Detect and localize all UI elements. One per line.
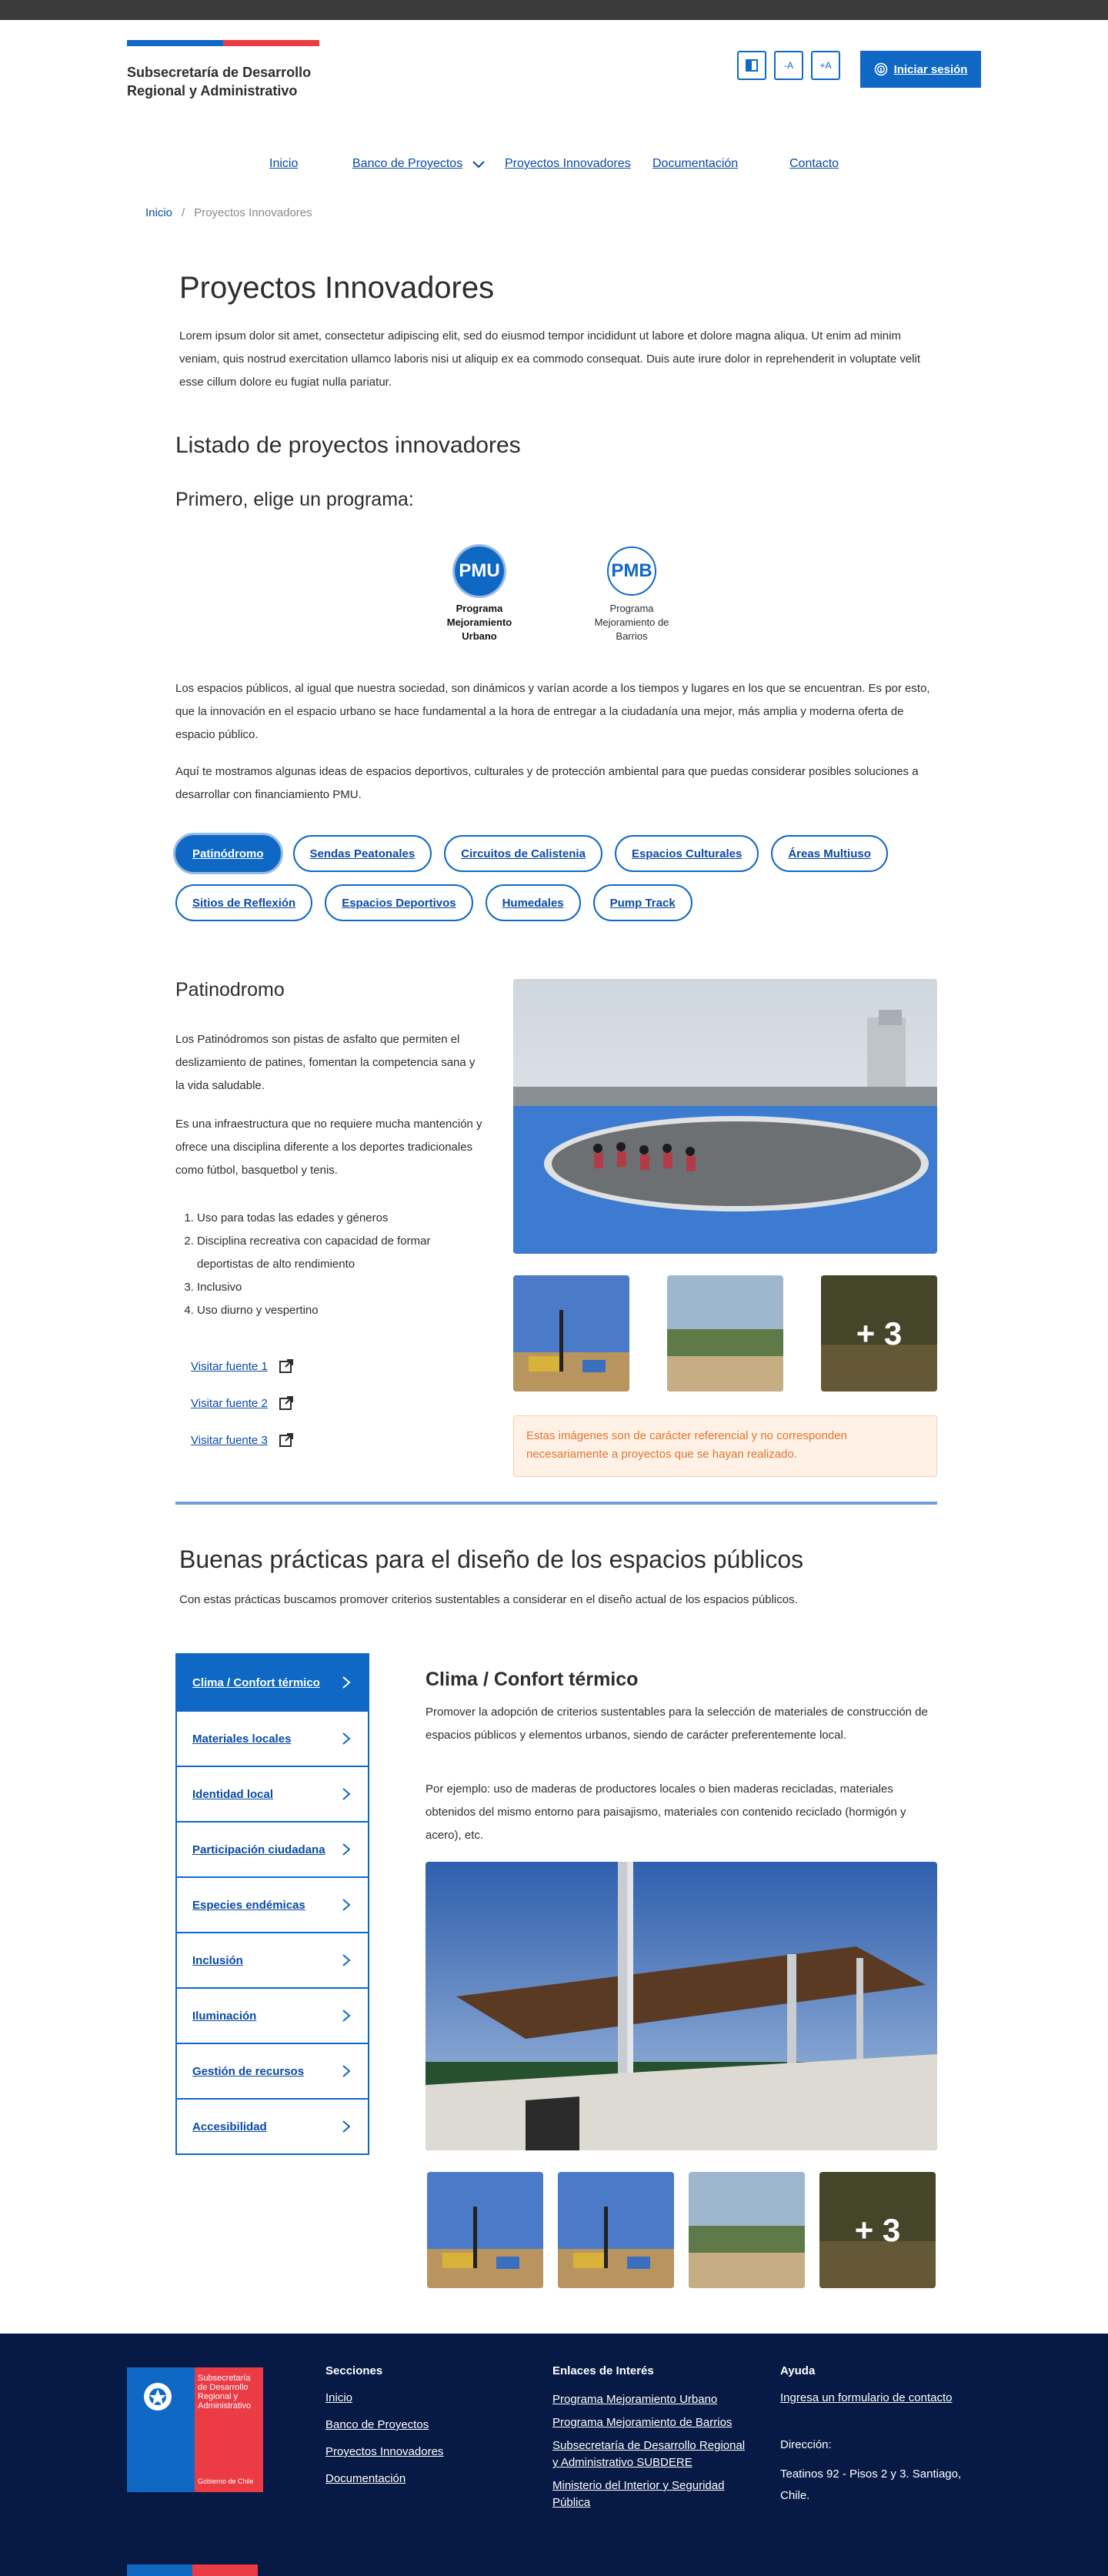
coat-of-arms-icon xyxy=(127,2367,195,2421)
contrast-toggle-button[interactable] xyxy=(737,51,766,80)
filter-espacios-deportivos[interactable]: Espacios Deportivos xyxy=(325,884,472,921)
top-bar xyxy=(0,0,1108,20)
footer-address-label: Dirección: xyxy=(780,2438,832,2451)
more-photos-count: + 3 xyxy=(821,1275,937,1392)
footer-link-innovadores[interactable]: Proyectos Innovadores xyxy=(325,2445,444,2458)
footer-logo-blue xyxy=(127,2367,195,2492)
program-pmb-badge: PMB xyxy=(607,546,656,596)
practice-inclusion[interactable] xyxy=(177,1932,368,1987)
practice-detail-paragraph-2: Por ejemplo: uso de maderas de productores locales o bien maderas recicladas, materiales obtenidos del mismo entorno para paisajismo, materiales con contenido reciclado (hormigón y acero), etc. xyxy=(426,1782,906,1842)
header xyxy=(0,20,1108,135)
practice-thumb-2[interactable] xyxy=(558,2172,674,2288)
practice-iluminacion[interactable] xyxy=(177,1987,368,2043)
chevron-right-icon xyxy=(342,2120,351,2133)
listing-paragraph-1: Los espacios públicos, al igual que nuestra sociedad, son dinámicos y varían acorde a los tiempos y lugares en los que se encuentran. Es por esto, que la innovación en el espacio urbano se hace fundamental a la hora de entregar a la ciudadanía una mejor, más amplia y moderna oferta de espacio público. xyxy=(175,682,930,741)
practice-label: Gestión de recursos xyxy=(192,2064,305,2078)
footer xyxy=(0,2334,1108,2576)
nav-inicio[interactable]: Inicio xyxy=(269,157,299,170)
external-link-icon xyxy=(279,1395,294,1411)
footer-link-pmb[interactable]: Programa Mejoramiento de Barrios xyxy=(552,2416,733,2429)
program-pmu-badge: PMU xyxy=(455,546,504,596)
nav-contacto[interactable]: Contacto xyxy=(789,157,839,170)
chevron-down-icon[interactable] xyxy=(471,157,486,172)
filter-pump-track[interactable]: Pump Track xyxy=(593,884,692,921)
practice-label: Participación ciudadana xyxy=(192,1843,325,1856)
footer-logo-text: Subsecretaría de Desarrollo Regional y Administrativo xyxy=(198,2374,252,2411)
practice-detail-paragraph-1: Promover la adopción de criterios sustentables para la selección de materiales de construcción de espacios públicos y elementos urbanos, siendo de carácter preferentemente local. xyxy=(426,1706,928,1742)
program-pmu-label: Programa Mejoramiento Urbano xyxy=(446,603,512,642)
accessibility-controls xyxy=(737,51,840,80)
footer-link-pmu[interactable]: Programa Mejoramiento Urbano xyxy=(552,2393,718,2406)
nav-proyectos-innovadores[interactable]: Proyectos Innovadores xyxy=(505,157,631,170)
list-item: 4. Uso diurno y vespertino xyxy=(197,1299,485,1322)
nav-banco-de-proyectos[interactable]: Banco de Proyectos xyxy=(352,157,463,170)
practices-menu xyxy=(175,1653,369,2155)
detail-paragraph-2: Es una infraestructura que no requiere mucha mantención y ofrece una disciplina diferente a los deportes tradicionales como fútbol, basquetbol y tenis. xyxy=(175,1118,482,1177)
list-item: 2. Disciplina recreativa con capacidad de formar deportistas de alto rendimiento xyxy=(197,1230,485,1276)
filter-pills xyxy=(175,835,945,921)
footer-link-subdere[interactable]: Subsecretaría de Desarrollo Regional y Administrativo SUBDERE xyxy=(552,2439,746,2469)
footer-logo-gov: Gobierno de Chile xyxy=(198,2477,254,2485)
filter-sendas-peatonales[interactable]: Sendas Peatonales xyxy=(293,835,432,872)
page-intro: Lorem ipsum dolor sit amet, consectetur adipiscing elit, sed do eiusmod tempor incididunt ut labore et dolore magna aliqua. Ut enim ad minim veniam, quis nostrud exercitation ullamco laboris nisi ut aliquip ex ea commodo consequat. Duis aute irure dolor in reprehenderit in voluptate velit esse cillum dolore eu fugiat nulla pariatur. xyxy=(179,329,921,389)
program-pmu[interactable] xyxy=(437,546,522,643)
filter-areas-multiuso[interactable]: Áreas Multiuso xyxy=(771,835,888,872)
footer-sections xyxy=(325,2364,443,2499)
filter-patinodromo[interactable]: Patinódromo xyxy=(175,835,281,872)
practice-label: Inclusión xyxy=(192,1953,243,1967)
practice-materiales-locales[interactable] xyxy=(177,1710,368,1766)
practice-label: Accesibilidad xyxy=(192,2120,267,2133)
practice-gestion-recursos[interactable] xyxy=(177,2043,368,2098)
practice-participacion-ciudadana[interactable] xyxy=(177,1821,368,1876)
footer-logo-red xyxy=(195,2367,263,2492)
practice-label: Clima / Confort térmico xyxy=(192,1676,320,1689)
page-title: Proyectos Innovadores xyxy=(179,271,495,305)
source-link-label: Visitar fuente 3 xyxy=(191,1433,268,1447)
chevron-right-icon xyxy=(342,1843,351,1856)
nav-documentacion[interactable]: Documentación xyxy=(652,157,739,170)
source-link-3[interactable] xyxy=(191,1432,294,1448)
font-decrease-button[interactable]: -A xyxy=(774,51,803,80)
program-step-title: Primero, elige un programa: xyxy=(175,489,414,510)
detail-feature-list xyxy=(192,1207,485,1322)
source-link-2[interactable] xyxy=(191,1395,294,1411)
brand-name[interactable]: Subsecretaría de Desarrollo Regional y Administrativo xyxy=(127,65,312,99)
practice-label: Especies endémicas xyxy=(192,1898,305,1912)
contrast-icon xyxy=(746,59,758,72)
section-divider xyxy=(175,1502,937,1505)
detail-title: Patinodromo xyxy=(175,979,285,1001)
program-pmb[interactable] xyxy=(589,546,674,643)
more-photos-count: + 3 xyxy=(819,2172,936,2288)
footer-sections-title: Secciones xyxy=(325,2364,383,2377)
patinodromo-thumb-1[interactable] xyxy=(513,1275,629,1392)
practice-main-photo[interactable] xyxy=(426,1862,937,2150)
patinodromo-main-photo[interactable] xyxy=(513,979,937,1254)
practice-especies-endemicas[interactable] xyxy=(177,1876,368,1932)
footer-flag-bar xyxy=(127,2564,258,2576)
practice-identidad-local[interactable] xyxy=(177,1766,368,1821)
filter-sitios-reflexion[interactable]: Sitios de Reflexión xyxy=(175,884,312,921)
footer-link-banco[interactable]: Banco de Proyectos xyxy=(325,2418,429,2431)
footer-address: Teatinos 92 - Pisos 2 y 3. Santiago, Chile. xyxy=(780,2467,962,2502)
detail-paragraph-1: Los Patinódromos son pistas de asfalto que permiten el deslizamiento de patines, fomentan la competencia sana y la vida saludable. xyxy=(175,1033,476,1092)
breadcrumb-current: Proyectos Innovadores xyxy=(194,206,312,219)
footer-contact-form-link[interactable]: Ingresa un formulario de contacto xyxy=(780,2391,953,2404)
practice-clima-confort[interactable] xyxy=(177,1655,368,1710)
practice-accesibilidad[interactable] xyxy=(177,2098,368,2153)
main-nav xyxy=(0,157,1108,174)
listing-paragraph-2: Aquí te mostramos algunas ideas de espacios deportivos, culturales y de protección ambiental para que puedas considerar posibles soluciones a desarrollar con financiamiento PMU. xyxy=(175,765,919,801)
source-link-1[interactable] xyxy=(191,1358,294,1374)
external-link-icon xyxy=(279,1358,294,1374)
footer-link-ministerio[interactable]: Ministerio del Interior y Seguridad Pública xyxy=(552,2479,725,2509)
chevron-right-icon xyxy=(342,2009,351,2023)
login-button[interactable] xyxy=(860,51,981,88)
list-item: 3. Inclusivo xyxy=(197,1276,485,1299)
chevron-right-icon xyxy=(342,1953,351,1967)
chevron-right-icon xyxy=(342,1787,351,1801)
practice-label: Identidad local xyxy=(192,1787,274,1801)
chevron-right-icon xyxy=(342,1676,351,1689)
filter-humedales[interactable]: Humedales xyxy=(486,884,581,921)
chevron-right-icon xyxy=(342,2064,351,2078)
external-link-icon xyxy=(279,1432,294,1448)
practice-thumb-3[interactable] xyxy=(689,2172,805,2288)
patinodromo-thumb-more[interactable] xyxy=(821,1275,937,1392)
breadcrumb-home[interactable]: Inicio xyxy=(145,206,173,219)
practice-detail-title: Clima / Confort térmico xyxy=(426,1669,639,1690)
program-pmb-label: Programa Mejoramiento de Barrios xyxy=(594,603,669,642)
filter-circuitos-calistenia[interactable]: Circuitos de Calistenia xyxy=(444,835,602,872)
practices-subtitle: Con estas prácticas buscamos promover criterios sustentables a considerar en el diseño actual de los espacios públicos. xyxy=(179,1593,798,1606)
practice-thumb-more[interactable] xyxy=(819,2172,936,2288)
footer-link-inicio[interactable]: Inicio xyxy=(325,2391,353,2404)
brand-flag-bar xyxy=(127,40,319,46)
footer-logo[interactable] xyxy=(127,2367,263,2492)
listing-title: Listado de proyectos innovadores xyxy=(175,433,521,458)
practice-label: Materiales locales xyxy=(192,1732,292,1746)
breadcrumb xyxy=(145,206,312,219)
filter-espacios-culturales[interactable]: Espacios Culturales xyxy=(615,835,759,872)
font-increase-button[interactable]: +A xyxy=(811,51,840,80)
footer-links xyxy=(552,2364,753,2518)
footer-help xyxy=(780,2364,988,2507)
practice-label: Iluminación xyxy=(192,2009,257,2023)
footer-links-title: Enlaces de Interés xyxy=(552,2364,654,2377)
practices-title: Buenas prácticas para el diseño de los espacios públicos xyxy=(179,1545,804,1573)
practice-thumb-1[interactable] xyxy=(427,2172,543,2288)
patinodromo-thumb-2[interactable] xyxy=(667,1275,783,1392)
chevron-right-icon xyxy=(342,1898,351,1912)
fingerprint-icon xyxy=(874,62,888,76)
breadcrumb-separator: / xyxy=(182,206,185,219)
chevron-right-icon xyxy=(342,1732,351,1746)
source-link-label: Visitar fuente 2 xyxy=(191,1396,268,1410)
login-label: Iniciar sesión xyxy=(893,62,968,76)
footer-link-documentacion[interactable]: Documentación xyxy=(325,2472,406,2485)
source-link-label: Visitar fuente 1 xyxy=(191,1359,268,1373)
footer-help-title: Ayuda xyxy=(780,2364,816,2377)
list-item: 1. Uso para todas las edades y géneros xyxy=(197,1207,485,1230)
image-disclaimer: Estas imágenes son de carácter referencial y no corresponden necesariamente a proyectos que se hayan realizado. xyxy=(513,1415,937,1477)
